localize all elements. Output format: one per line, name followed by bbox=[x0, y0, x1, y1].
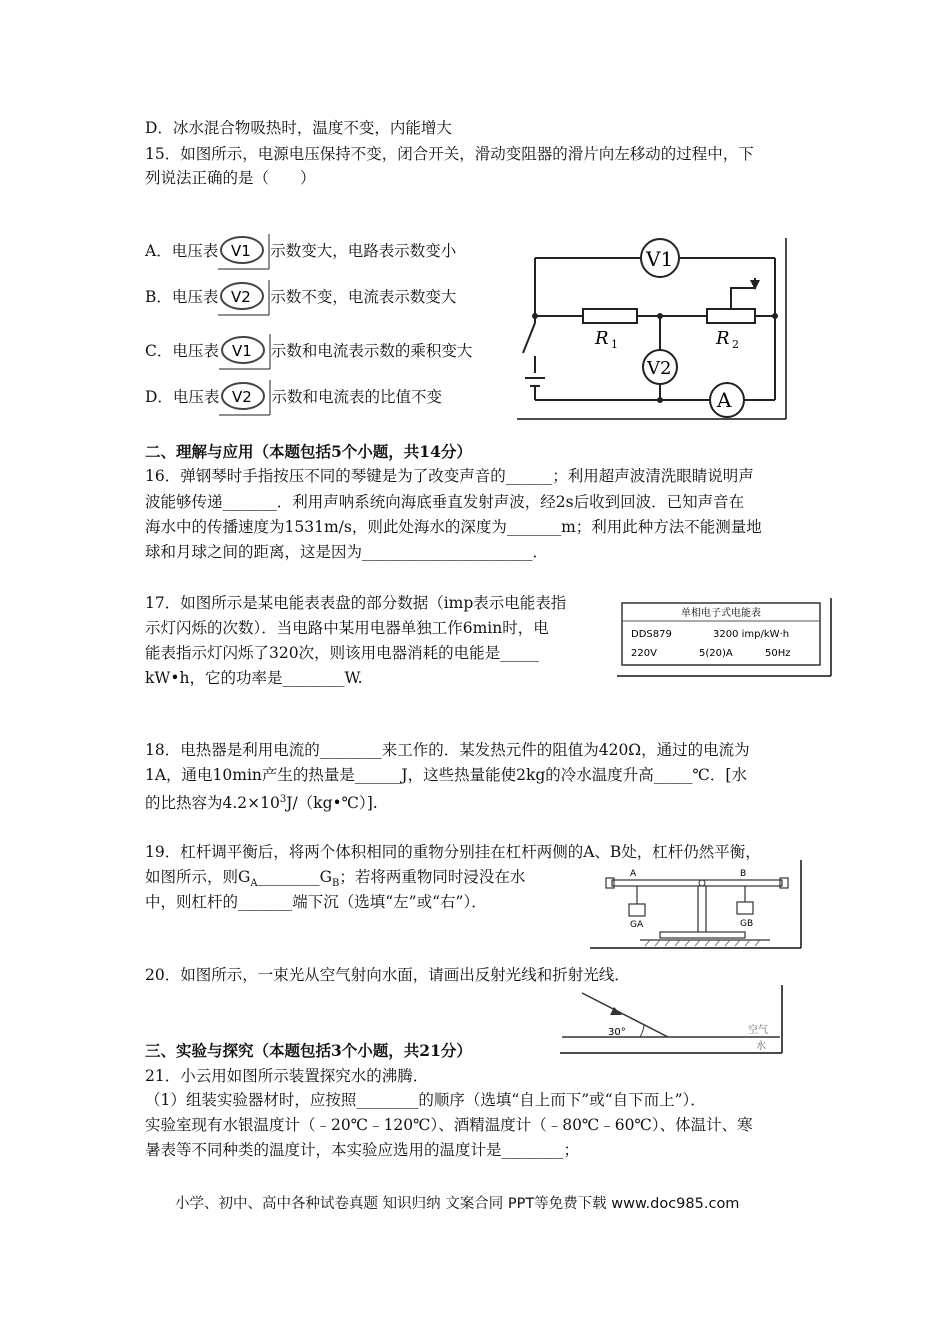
q16-line: 海水中的传播速度为1531m/s，则此处海水的深度为_______m；利用此种方法不能测量地 bbox=[145, 518, 762, 536]
q21-line: （1）组装实验器材时，应按照________的顺序（选填“自上而下”或“自下而上”）． bbox=[145, 1091, 706, 1109]
q19-sub-b: B bbox=[332, 878, 340, 890]
option-b-prefix: B．电压表 bbox=[145, 288, 219, 306]
r1-sub-label: 1 bbox=[611, 338, 618, 351]
voltmeter-v2-icon bbox=[218, 280, 270, 316]
q17-line: 17．如图所示是某电能表表盘的部分数据（imp表示电能表指 bbox=[145, 594, 567, 612]
meter-model: DDS879 bbox=[631, 629, 672, 640]
q16-line: 球和月球之间的距离，这是因为______________________． bbox=[145, 543, 549, 561]
energy-meter-panel bbox=[617, 598, 833, 682]
q15-stem-line2: 列说法正确的是（ ） bbox=[145, 169, 316, 187]
light-refraction-diagram bbox=[560, 985, 786, 1061]
q16-line: 波能够传递_______．利用声呐系统向海底垂直发射声波，经2s后收到回波．已知声音在 bbox=[145, 493, 745, 511]
q18-line3 bbox=[145, 790, 378, 813]
option-d-prefix: D．电压表 bbox=[145, 388, 220, 406]
q21-line: 暑表等不同种类的温度计，本实验应选用的温度计是________； bbox=[145, 1141, 580, 1159]
q19-line1: 19．杠杆调平衡后，将两个体积相同的重物分别挂在杠杆两侧的A、B处，杠杆仍然平衡， bbox=[145, 843, 761, 861]
ammeter-label: A bbox=[717, 388, 732, 412]
v2-meter-label: V2 bbox=[647, 358, 672, 379]
r2-label: R bbox=[716, 328, 730, 349]
q19-line2-post: ；若将两重物同时浸没在水 bbox=[339, 868, 526, 886]
voltmeter-v2-icon bbox=[219, 380, 271, 416]
q21-line: 实验室现有水银温度计（﹣20℃﹣120℃）、酒精温度计（﹣80℃﹣60℃）、体温计、寒 bbox=[145, 1116, 753, 1134]
incidence-angle-label: 30° bbox=[608, 1027, 626, 1038]
q19-line2 bbox=[145, 867, 525, 894]
q18-line3-post: J/（kg•℃）]. bbox=[286, 794, 378, 813]
q19-sub-a: A bbox=[250, 878, 258, 890]
meter-current: 5(20)A bbox=[699, 648, 733, 659]
option-c-text: 示数和电流表示数的乘积变大 bbox=[270, 342, 473, 360]
q19-g-label: 如图所示，则G bbox=[145, 868, 251, 886]
q18-line1: 18．电热器是利用电流的________来工作的．某发热元件的阻值为420Ω，通过的电流为 bbox=[145, 741, 750, 759]
v1-meter-label: V1 bbox=[646, 247, 674, 271]
voltmeter-v1-icon bbox=[218, 234, 270, 270]
q15-option-b bbox=[145, 280, 456, 316]
q15-option-d bbox=[145, 380, 442, 416]
option-d-text: 示数和电流表的比值不变 bbox=[271, 388, 442, 406]
option-a-text: 示数变大，电路表示数变小 bbox=[270, 242, 457, 260]
q15-option-c bbox=[145, 334, 472, 370]
q19-blank-g: ________G bbox=[257, 868, 333, 886]
lever-point-b: B bbox=[740, 869, 747, 879]
option-a-prefix: A．电压表 bbox=[145, 242, 219, 260]
meter-voltage: 220V bbox=[631, 648, 657, 659]
q16-line: 16．弹钢琴时手指按压不同的琴键是为了改变声音的______；利用超声波清洗眼睛说明声 bbox=[145, 467, 754, 485]
q17-line: kW•h，它的功率是________W. bbox=[145, 669, 363, 687]
q19-line3: 中，则杠杆的_______端下沉（选填“左”或“右”）． bbox=[145, 893, 487, 911]
q20-text: 20．如图所示，一束光从空气射向水面，请画出反射光线和折射光线． bbox=[145, 966, 630, 984]
q15-stem-line1: 15．如图所示，电源电压保持不变，闭合开关，滑动变阻器的滑片向左移动的过程中，下 bbox=[145, 145, 754, 163]
q17-line: 示灯闪烁的次数）．当电路中某用电器单独工作6min时，电 bbox=[145, 619, 549, 637]
q17-line: 能表指示灯闪烁了320次，则该用电器消耗的电能是_____ bbox=[145, 644, 539, 662]
r1-label: R bbox=[595, 328, 609, 349]
water-label: 水 bbox=[756, 1041, 766, 1052]
meter-frequency: 50Hz bbox=[765, 648, 791, 659]
lever-diagram bbox=[590, 860, 804, 954]
section-3-heading: 三、实验与探究（本题包括3个小题，共21分） bbox=[145, 1041, 472, 1060]
meter-title: 单相电子式电能表 bbox=[681, 608, 761, 619]
v1-label: V1 bbox=[231, 342, 252, 360]
weight-ga-label: GA bbox=[630, 920, 644, 930]
page-footer: 小学、初中、高中各种试卷真题 知识归纳 文案合同 PPT等免费下载 www.doc985.com bbox=[175, 1196, 740, 1212]
option-b-text: 示数不变，电流表示数变大 bbox=[270, 288, 457, 306]
weight-gb-label: GB bbox=[740, 919, 754, 929]
r2-sub-label: 2 bbox=[732, 338, 739, 351]
v2-label: V2 bbox=[232, 388, 253, 406]
q18-line3-pre: 的比热容为4.2×10 bbox=[145, 794, 280, 813]
voltmeter-v1-icon bbox=[219, 334, 271, 370]
v2-label: V2 bbox=[231, 288, 252, 306]
air-label: 空气 bbox=[748, 1025, 768, 1036]
q18-exponent: 3 bbox=[279, 794, 287, 805]
q14-option-d: D．冰水混合物吸热时，温度不变，内能增大 bbox=[145, 119, 452, 137]
q21-line: 21．小云用如图所示装置探究水的沸腾． bbox=[145, 1067, 429, 1085]
q18-line2: 1A，通电10min产生的热量是______J，这些热量能使2kg的冷水温度升高_____℃．[水 bbox=[145, 766, 747, 784]
option-c-prefix: C．电压表 bbox=[145, 342, 219, 360]
circuit-diagram bbox=[515, 238, 820, 427]
lever-point-a: A bbox=[630, 869, 637, 879]
section-2-heading: 二、理解与应用（本题包括5个小题，共14分） bbox=[145, 442, 472, 461]
meter-imp: 3200 imp/kW·h bbox=[713, 629, 790, 640]
q15-option-a bbox=[145, 234, 456, 270]
v1-label: V1 bbox=[231, 242, 252, 260]
